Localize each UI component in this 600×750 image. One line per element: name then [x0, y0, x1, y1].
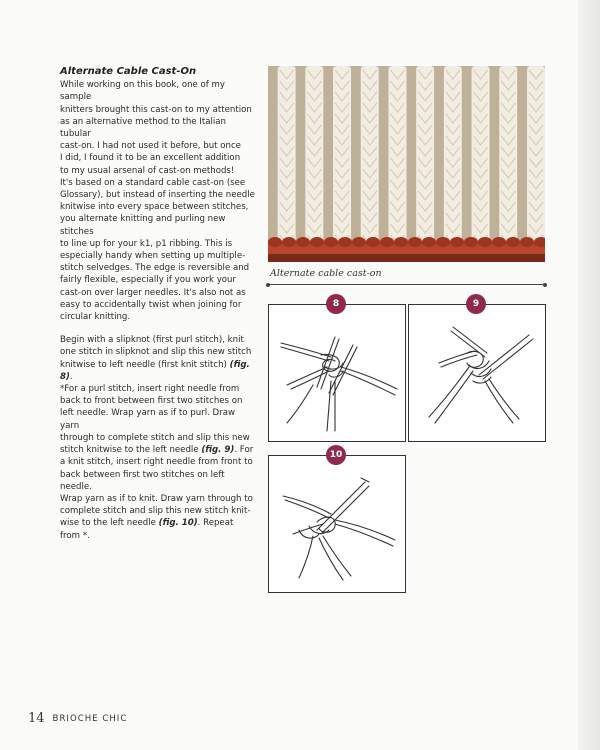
edge-shadow [268, 254, 545, 262]
edge-loop [338, 237, 352, 247]
text-line: It's based on a standard cable cast-on (see [60, 177, 246, 188]
edge-loop [380, 237, 394, 247]
text-line: easy to accidentally twist when joining for [60, 299, 242, 310]
edge-loop [296, 237, 310, 247]
edge-loop [506, 237, 520, 247]
purl-channel [462, 66, 472, 244]
edge-loop [394, 237, 408, 247]
section-heading: Alternate Cable Cast-On [60, 66, 197, 77]
text-line: as an alternative method to the Italian tubular [60, 116, 226, 140]
caption-rule [268, 284, 545, 285]
rule-dot [266, 283, 270, 287]
figure-10-box [268, 455, 406, 593]
edge-loop [492, 237, 506, 247]
text-line: Begin with a slipknot (first purl stitch), knit [60, 335, 244, 346]
running-title: BRIOCHE CHIC [52, 714, 128, 724]
figure-10-illustration [269, 456, 405, 592]
text-line: to line up for your k1, p1 ribbing. This is [60, 238, 233, 249]
purl-channel [434, 66, 444, 244]
text-column [60, 66, 256, 553]
text-line: to my usual arsenal of cast-on methods! [60, 165, 235, 176]
purl-channel [351, 66, 361, 244]
purl-channel [323, 66, 333, 244]
purl-channel [296, 66, 306, 244]
text-line: circular knitting. [60, 312, 131, 323]
edge-loop [478, 237, 492, 247]
edge-loop [436, 237, 450, 247]
text-line: stitch selvedges. The edge is reversible and [60, 263, 250, 274]
knitting-photo [268, 66, 545, 262]
text-line: cast-on over larger needles. It's also not as [60, 287, 246, 298]
text-segment: wise to the left needle [60, 518, 159, 529]
page-edge [578, 0, 600, 750]
text-line: I did, I found it to be an excellent addition [60, 153, 241, 164]
text-segment: stitch knitwise to the left needle [60, 445, 202, 456]
page-number: 14 [28, 711, 45, 726]
text-line: While working on this book, one of my sample [60, 80, 226, 103]
rule-dot [543, 283, 547, 287]
text-line: back to front between first two stitches on [60, 396, 243, 407]
text-line: complete stitch and slip this new stitch knit- [60, 506, 251, 517]
text-line: Wrap yarn as if to knit. Draw yarn through to [60, 493, 253, 504]
text-line: cast-on. I had not used it before, but once [60, 141, 241, 152]
edge-loop [268, 237, 282, 247]
text-segment: . [69, 371, 73, 382]
edge-loop [282, 237, 296, 247]
edge-loop [352, 237, 366, 247]
text-line [60, 444, 256, 456]
edge-loop [520, 237, 534, 247]
text-segment: knitwise to left needle (first knit stitch) [60, 359, 230, 370]
text-line [60, 359, 256, 383]
figure-8-box [268, 304, 406, 442]
text-segment: . Repeat from *. [60, 518, 234, 541]
text-line: one stitch in slipknot and slip this new stitch [60, 347, 252, 358]
edge-loop [422, 237, 436, 247]
figure-9-badge: 9 [466, 294, 486, 314]
page-footer [28, 711, 127, 726]
ribbed-swatch-image [268, 66, 545, 262]
text-line [60, 517, 256, 541]
figure-reference: (fig. 10) [158, 518, 198, 529]
text-line: you alternate knitting and purling new stitches [60, 214, 226, 237]
text-line: especially handy when setting up multiple- [60, 251, 246, 262]
instructions-paragraph [60, 334, 256, 541]
text-line: Glossary), but instead of inserting the needle [60, 190, 255, 201]
edge-loop [450, 237, 464, 247]
figure-10-badge: 10 [326, 445, 346, 465]
purl-channel [379, 66, 389, 244]
purl-channel [517, 66, 527, 244]
photo-caption: Alternate cable cast-on [270, 268, 382, 279]
figure-9-illustration [409, 305, 545, 441]
edge-loop [408, 237, 422, 247]
edge-loop [310, 237, 324, 247]
text-line: a knit stitch, insert right needle from front to [60, 457, 253, 468]
figure-reference: (fig. 9) [201, 445, 235, 456]
figure-reference: (fig. 8) [60, 359, 250, 382]
figure-9-box [408, 304, 546, 442]
intro-paragraph [60, 79, 256, 323]
text-line: fairly flexible, especially if you work your [60, 275, 237, 286]
edge-loop [464, 237, 478, 247]
text-line: *For a purl stitch, insert right needle from [60, 384, 240, 395]
text-line: back between first two stitches on left needle. [60, 469, 225, 492]
text-line: knitters brought this cast-on to my attention [60, 104, 252, 115]
purl-channel [407, 66, 417, 244]
edge-loop [324, 237, 338, 247]
figure-8-illustration [269, 305, 405, 441]
edge-loop [366, 237, 380, 247]
text-line: through to complete stitch and slip this new [60, 432, 250, 443]
text-segment: . For [234, 445, 254, 456]
purl-channel [490, 66, 500, 244]
purl-channel [268, 66, 278, 244]
figure-8-badge: 8 [326, 294, 346, 314]
text-line: left needle. Wrap yarn as if to purl. Draw yarn [60, 408, 235, 431]
text-line: knitwise into every space between stitches, [60, 202, 249, 213]
